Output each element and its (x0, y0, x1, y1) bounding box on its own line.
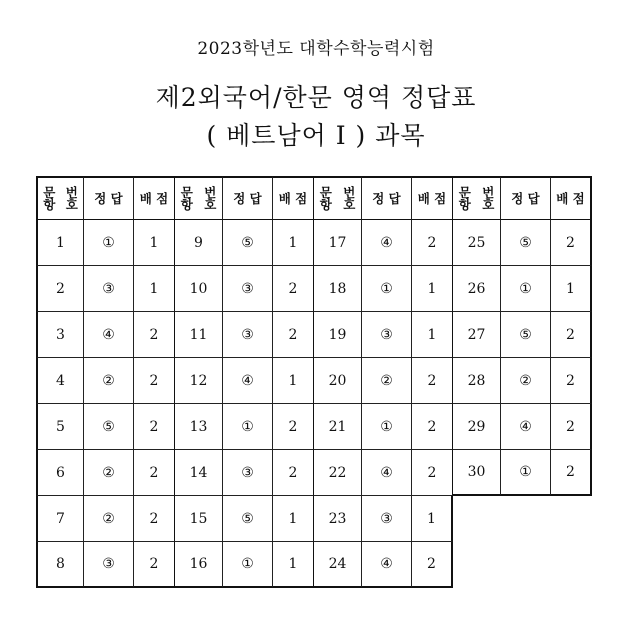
score-value: 1 (273, 542, 314, 588)
score-value: 2 (412, 450, 453, 496)
question-number: 28 (453, 358, 501, 404)
score-value: 2 (412, 358, 453, 404)
question-number: 24 (314, 542, 362, 588)
question-number: 13 (175, 404, 223, 450)
header-answer: 정 답 (362, 176, 412, 220)
header-score: 배 점 (551, 176, 592, 220)
header-answer: 정 답 (223, 176, 273, 220)
empty-cell (501, 542, 551, 588)
score-value: 1 (134, 266, 175, 312)
question-number: 1 (36, 220, 84, 266)
answer-choice: ② (362, 358, 412, 404)
header-question-number (314, 176, 362, 220)
score-value: 2 (273, 404, 314, 450)
answer-choice: ③ (84, 542, 134, 588)
header-answer: 정 답 (84, 176, 134, 220)
score-value: 1 (412, 312, 453, 358)
answer-choice: ③ (223, 266, 273, 312)
score-value: 2 (134, 404, 175, 450)
score-value: 1 (273, 220, 314, 266)
question-number: 8 (36, 542, 84, 588)
header-question-number (453, 176, 501, 220)
header-num-line1: 문항 (43, 184, 56, 212)
question-number: 2 (36, 266, 84, 312)
answer-choice: ③ (362, 496, 412, 542)
header-answer: 정 답 (501, 176, 551, 220)
header-num-line2: 번호 (65, 184, 78, 212)
score-value: 2 (134, 358, 175, 404)
empty-cell (501, 496, 551, 542)
question-number: 20 (314, 358, 362, 404)
answer-choice: ③ (362, 312, 412, 358)
header-num-line2: 번호 (482, 184, 495, 212)
answer-choice: ④ (501, 404, 551, 450)
answer-choice: ④ (362, 220, 412, 266)
answer-choice: ③ (223, 312, 273, 358)
score-value: 2 (551, 358, 592, 404)
answer-choice: ⑤ (501, 220, 551, 266)
exam-title: 2023학년도 대학수학능력시험 (197, 39, 435, 59)
question-number: 6 (36, 450, 84, 496)
answer-choice: ① (501, 450, 551, 496)
answer-choice: ② (84, 496, 134, 542)
answer-choice: ④ (362, 450, 412, 496)
answer-choice: ④ (362, 542, 412, 588)
empty-cell (453, 496, 501, 542)
question-number: 21 (314, 404, 362, 450)
subject-title: ( 베트남어 Ⅰ ) 과목 (206, 121, 426, 150)
question-number: 26 (453, 266, 501, 312)
answer-choice: ③ (223, 450, 273, 496)
answer-choice: ① (223, 542, 273, 588)
score-value: 1 (273, 358, 314, 404)
answer-choice: ⑤ (501, 312, 551, 358)
score-value: 2 (551, 312, 592, 358)
empty-cell (551, 542, 592, 588)
question-number: 22 (314, 450, 362, 496)
score-value: 1 (551, 266, 592, 312)
header-num-line1: 문항 (180, 184, 193, 212)
question-number: 3 (36, 312, 84, 358)
question-number: 10 (175, 266, 223, 312)
question-number: 23 (314, 496, 362, 542)
score-value: 2 (551, 220, 592, 266)
score-value: 2 (551, 404, 592, 450)
answer-choice: ② (84, 450, 134, 496)
answer-table (36, 176, 592, 588)
score-value: 2 (551, 450, 592, 496)
header-question-number (36, 176, 84, 220)
answer-choice: ① (362, 266, 412, 312)
question-number: 29 (453, 404, 501, 450)
header-score: 배 점 (134, 176, 175, 220)
question-number: 4 (36, 358, 84, 404)
header-num-line1: 문항 (458, 184, 471, 212)
answer-choice: ② (501, 358, 551, 404)
score-value: 2 (273, 450, 314, 496)
question-number: 17 (314, 220, 362, 266)
answer-key-title: 제2외국어/한문 영역 정답표 (155, 83, 477, 112)
header-score: 배 점 (273, 176, 314, 220)
answer-choice: ④ (84, 312, 134, 358)
score-value: 1 (412, 496, 453, 542)
score-value: 1 (273, 496, 314, 542)
score-value: 2 (273, 312, 314, 358)
header-num-line1: 문항 (319, 184, 332, 212)
answer-choice: ① (223, 404, 273, 450)
score-value: 2 (412, 220, 453, 266)
question-number: 12 (175, 358, 223, 404)
header-score: 배 점 (412, 176, 453, 220)
question-number: 11 (175, 312, 223, 358)
score-value: 2 (134, 312, 175, 358)
question-number: 18 (314, 266, 362, 312)
header-num-line2: 번호 (204, 184, 217, 212)
answer-choice: ① (84, 220, 134, 266)
question-number: 30 (453, 450, 501, 496)
score-value: 2 (134, 450, 175, 496)
question-number: 9 (175, 220, 223, 266)
score-value: 2 (412, 542, 453, 588)
question-number: 14 (175, 450, 223, 496)
answer-choice: ⑤ (223, 496, 273, 542)
score-value: 2 (134, 542, 175, 588)
answer-choice: ① (501, 266, 551, 312)
answer-choice: ⑤ (223, 220, 273, 266)
question-number: 27 (453, 312, 501, 358)
answer-choice: ④ (223, 358, 273, 404)
score-value: 2 (134, 496, 175, 542)
answer-choice: ③ (84, 266, 134, 312)
answer-choice: ② (84, 358, 134, 404)
question-number: 15 (175, 496, 223, 542)
question-number: 19 (314, 312, 362, 358)
answer-choice: ① (362, 404, 412, 450)
score-value: 2 (273, 266, 314, 312)
question-number: 5 (36, 404, 84, 450)
question-number: 7 (36, 496, 84, 542)
score-value: 2 (412, 404, 453, 450)
answer-choice: ⑤ (84, 404, 134, 450)
header-num-line2: 번호 (343, 184, 356, 212)
empty-cell (551, 496, 592, 542)
question-number: 16 (175, 542, 223, 588)
empty-cell (453, 542, 501, 588)
score-value: 1 (134, 220, 175, 266)
header-question-number (175, 176, 223, 220)
question-number: 25 (453, 220, 501, 266)
score-value: 1 (412, 266, 453, 312)
